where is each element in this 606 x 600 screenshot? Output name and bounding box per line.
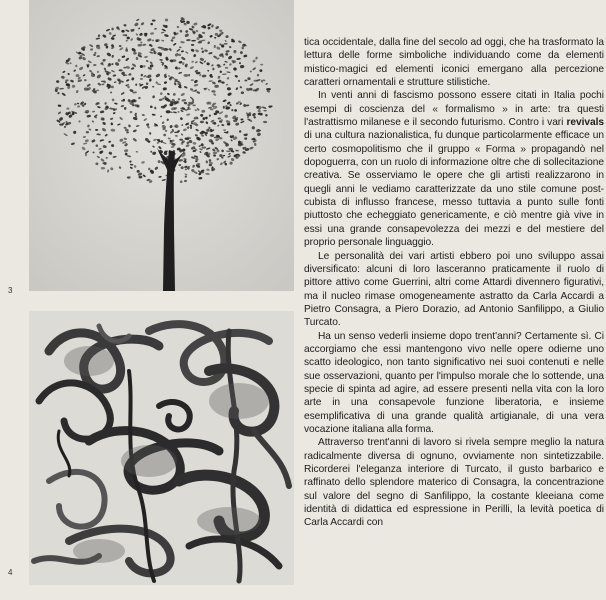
figure-3-painting xyxy=(29,0,294,291)
article-text-column xyxy=(304,36,604,530)
figure-4-painting xyxy=(29,311,294,585)
paragraph-2-bold-revivals: revivals xyxy=(566,117,604,129)
figure-3-number: 3 xyxy=(8,286,13,295)
paragraph-1: tica occidentale, dalla fine del secolo ad oggi, che ha trasformato la lettura delle forme simboliche individuando come da elementi mistico-magici ed elementi iconici emergano alla percezione caratteri ornamentali e strutture stilistiche. xyxy=(304,37,604,89)
paragraph-2-part-a: In venti anni di fascismo possono essere citati in Italia pochi esempi di coscienza del « formalismo » in arte: tra questi l'astrattismo milanese e il secondo futurismo. Contro i vari xyxy=(304,90,604,129)
gestural-brushstroke-artwork xyxy=(29,311,294,585)
paragraph-5: Attraverso trent'anni di lavoro si rivela sempre meglio la natura radicalmente diversa di ognuno, ovviamente non sintetizzabile. Ricorderei l'eleganza interiore di Turcato, il gusto barbarico e raffinato dello splendore materico di Consagra, la concentrazione sul valore del segno di Sanfilippo, la costante kleeiana come identità di didattica ed espressione in Perilli, la levità poetica di Carla Accardi con xyxy=(304,437,604,529)
paragraph-4: Ha un senso vederli insieme dopo trent'anni? Certamente sì. Ci accorgiamo che essi mantengono vivo nelle opere odierne uno scatto ideologico, non tanto significativo nei suoi contenuti e nelle sue osservazioni, quanto per l'impulso morale che lo sottende, una specie di spinta ad agire, ad essere presenti nella vita con la loro arte in una consapevole funzione liberatoria, e insieme esemplificativa di una grande qualità artigianale, di una vera vocazione italiana alla forma. xyxy=(304,330,604,435)
paragraph-3: Le personalità dei vari artisti ebbero poi uno sviluppo assai diversificato: alcuni di loro lasceranno praticamente il ruolo di pittore attivo come Guerrini, altri come Attardi divennero figurativi, ma il nucleo rimase omogeneamente astratto da Carla Accardi a Pietro Consagra, a Piero Dorazio, ad Antonio Sanfilippo, a Giulio Turcato. xyxy=(304,250,604,329)
figure-4-number: 4 xyxy=(8,568,13,577)
paragraph-2 xyxy=(304,89,604,249)
paragraph-2-part-b: di una cultura nazionalistica, fu dunque particolarmente efficace un certo cosmopolitismo che il gruppo « Forma » propagandò nel dopoguerra, con un ruolo di informazione oltre che di sollecitazione creativa. Se osserviamo le opere che gli artisti realizzarono in quegli anni le vediamo caratterizzate da uno stile comune post-cubista di influsso francese, messo tuttavia a punto sulle fonti piuttosto che echeggiato genericamente, e ciò mentre già vive in essi una grande consapevolezza dei mezzi e del mestiere del proprio personale linguaggio. xyxy=(304,130,604,249)
dotted-tree-artwork xyxy=(29,0,294,291)
